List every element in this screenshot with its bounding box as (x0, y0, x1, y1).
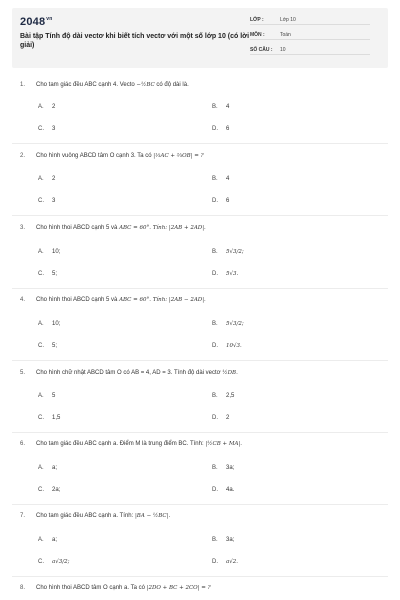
meta-grade-value: Lớp 10 (280, 17, 296, 23)
question-math: |2DO + BC + 2CO| = ? (146, 585, 211, 591)
meta-subject-value: Toán (280, 32, 291, 38)
question-text: Cho hình thoi ABCD cạnh 5 và ABC = 60°. Tính: |2AB + 2AD|. (36, 225, 206, 231)
option-a[interactable]: A. 10; (38, 249, 61, 255)
question-text: Cho hình thoi ABCD tâm O cạnh a. Ta có |2DO + BC + 2CO| = ? (36, 585, 211, 591)
option-d[interactable]: D. 10√3. (212, 343, 242, 349)
question-text: Cho hình vuông ABCD tâm O cạnh 3. Ta có |⅓AC + ⅔OB| = ? (36, 153, 204, 159)
option-b[interactable]: B. 4 (212, 176, 230, 182)
divider (12, 432, 388, 433)
document-title: Bài tập Tính độ dài vectơ khi biết tích vectơ với một số lớp 10 (có lời giải) (20, 33, 250, 49)
question-6 (20, 441, 380, 451)
question-number: 3. (20, 225, 26, 231)
meta-grade-label: LỚP : (250, 17, 264, 23)
logo-text: 2048 (20, 16, 46, 28)
question-7 (20, 513, 380, 523)
meta-subject (250, 29, 370, 40)
meta-count-value: 10 (280, 47, 286, 53)
option-b[interactable]: B. 5√3/2; (212, 321, 244, 327)
option-c[interactable]: C. a√3/2; (38, 559, 70, 565)
question-5 (20, 370, 380, 380)
question-2 (20, 153, 380, 163)
question-text: Cho tam giác đều ABC cạnh a. Tính: |BA − ½BC|. (36, 513, 171, 519)
option-d[interactable]: D. 4a. (212, 487, 235, 493)
option-a[interactable]: A. 5 (38, 393, 56, 399)
question-math: ABC = 60°. Tính: |2AB + 2AD|. (119, 225, 206, 231)
option-c[interactable]: C. 3 (38, 126, 56, 132)
divider (12, 360, 388, 361)
option-d[interactable]: D. a√2. (212, 559, 239, 565)
option-a[interactable]: A. 10; (38, 321, 61, 327)
option-d[interactable]: D. 2 (212, 415, 230, 421)
question-math: |⅓AC + ⅔OB| = ? (153, 153, 204, 159)
option-c[interactable]: C. 1,5 (38, 415, 61, 421)
question-number: 6. (20, 441, 26, 447)
question-text: Cho hình thoi ABCD cạnh 5 và ABC = 60°. Tính: |2AB − 2AD|. (36, 297, 206, 303)
question-math: |BA − ½BC|. (134, 513, 171, 519)
meta-count (250, 44, 370, 55)
option-b[interactable]: B. 4 (212, 104, 230, 110)
question-text: Cho hình chữ nhật ABCD tâm O có AB = 4, AD = 3. Tính độ dài vectơ ½DB. (36, 370, 238, 376)
divider (12, 143, 388, 144)
question-1 (20, 82, 380, 92)
question-number: 5. (20, 370, 26, 376)
divider (12, 504, 388, 505)
option-d[interactable]: D. 6 (212, 198, 230, 204)
question-3 (20, 225, 380, 235)
logo-suffix: vn (46, 16, 53, 23)
divider (12, 576, 388, 577)
option-b[interactable]: B. 3a; (212, 537, 235, 543)
option-d[interactable]: D. 5√3. (212, 271, 239, 277)
option-b[interactable]: B. 2,5 (212, 393, 235, 399)
question-number: 2. (20, 153, 26, 159)
option-c[interactable]: C. 2a; (38, 487, 61, 493)
question-8 (20, 585, 380, 595)
question-number: 7. (20, 513, 26, 519)
site-logo[interactable] (20, 16, 53, 28)
question-text: Cho tam giác đều ABC cạnh a. Điểm M là trung điểm BC. Tính: |½CB + MA|. (36, 441, 243, 447)
option-a[interactable]: A. 2 (38, 176, 56, 182)
question-number: 4. (20, 297, 26, 303)
option-c[interactable]: C. 5; (38, 343, 58, 349)
question-text: Cho tam giác đều ABC cạnh 4. Vecto −½BC có độ dài là. (36, 82, 189, 88)
question-math: |½CB + MA|. (205, 441, 243, 447)
option-a[interactable]: A. 2 (38, 104, 56, 110)
option-b[interactable]: B. 5√3/2; (212, 249, 244, 255)
meta-grade (250, 14, 370, 25)
option-c[interactable]: C. 3 (38, 198, 56, 204)
option-d[interactable]: D. 6 (212, 126, 230, 132)
meta-subject-label: MÔN : (250, 32, 265, 38)
question-number: 8. (20, 585, 26, 591)
divider (12, 215, 388, 216)
question-math: ABC = 60°. Tính: |2AB − 2AD|. (119, 297, 206, 303)
option-c[interactable]: C. 5; (38, 271, 58, 277)
option-a[interactable]: A. a; (38, 537, 58, 543)
question-math: ½DB. (222, 370, 238, 376)
question-math: −½BC (136, 82, 155, 88)
option-b[interactable]: B. 3a; (212, 465, 235, 471)
meta-count-label: SỐ CÂU : (250, 47, 273, 53)
option-a[interactable]: A. a; (38, 465, 58, 471)
divider (12, 288, 388, 289)
question-number: 1. (20, 82, 26, 88)
question-4 (20, 297, 380, 307)
